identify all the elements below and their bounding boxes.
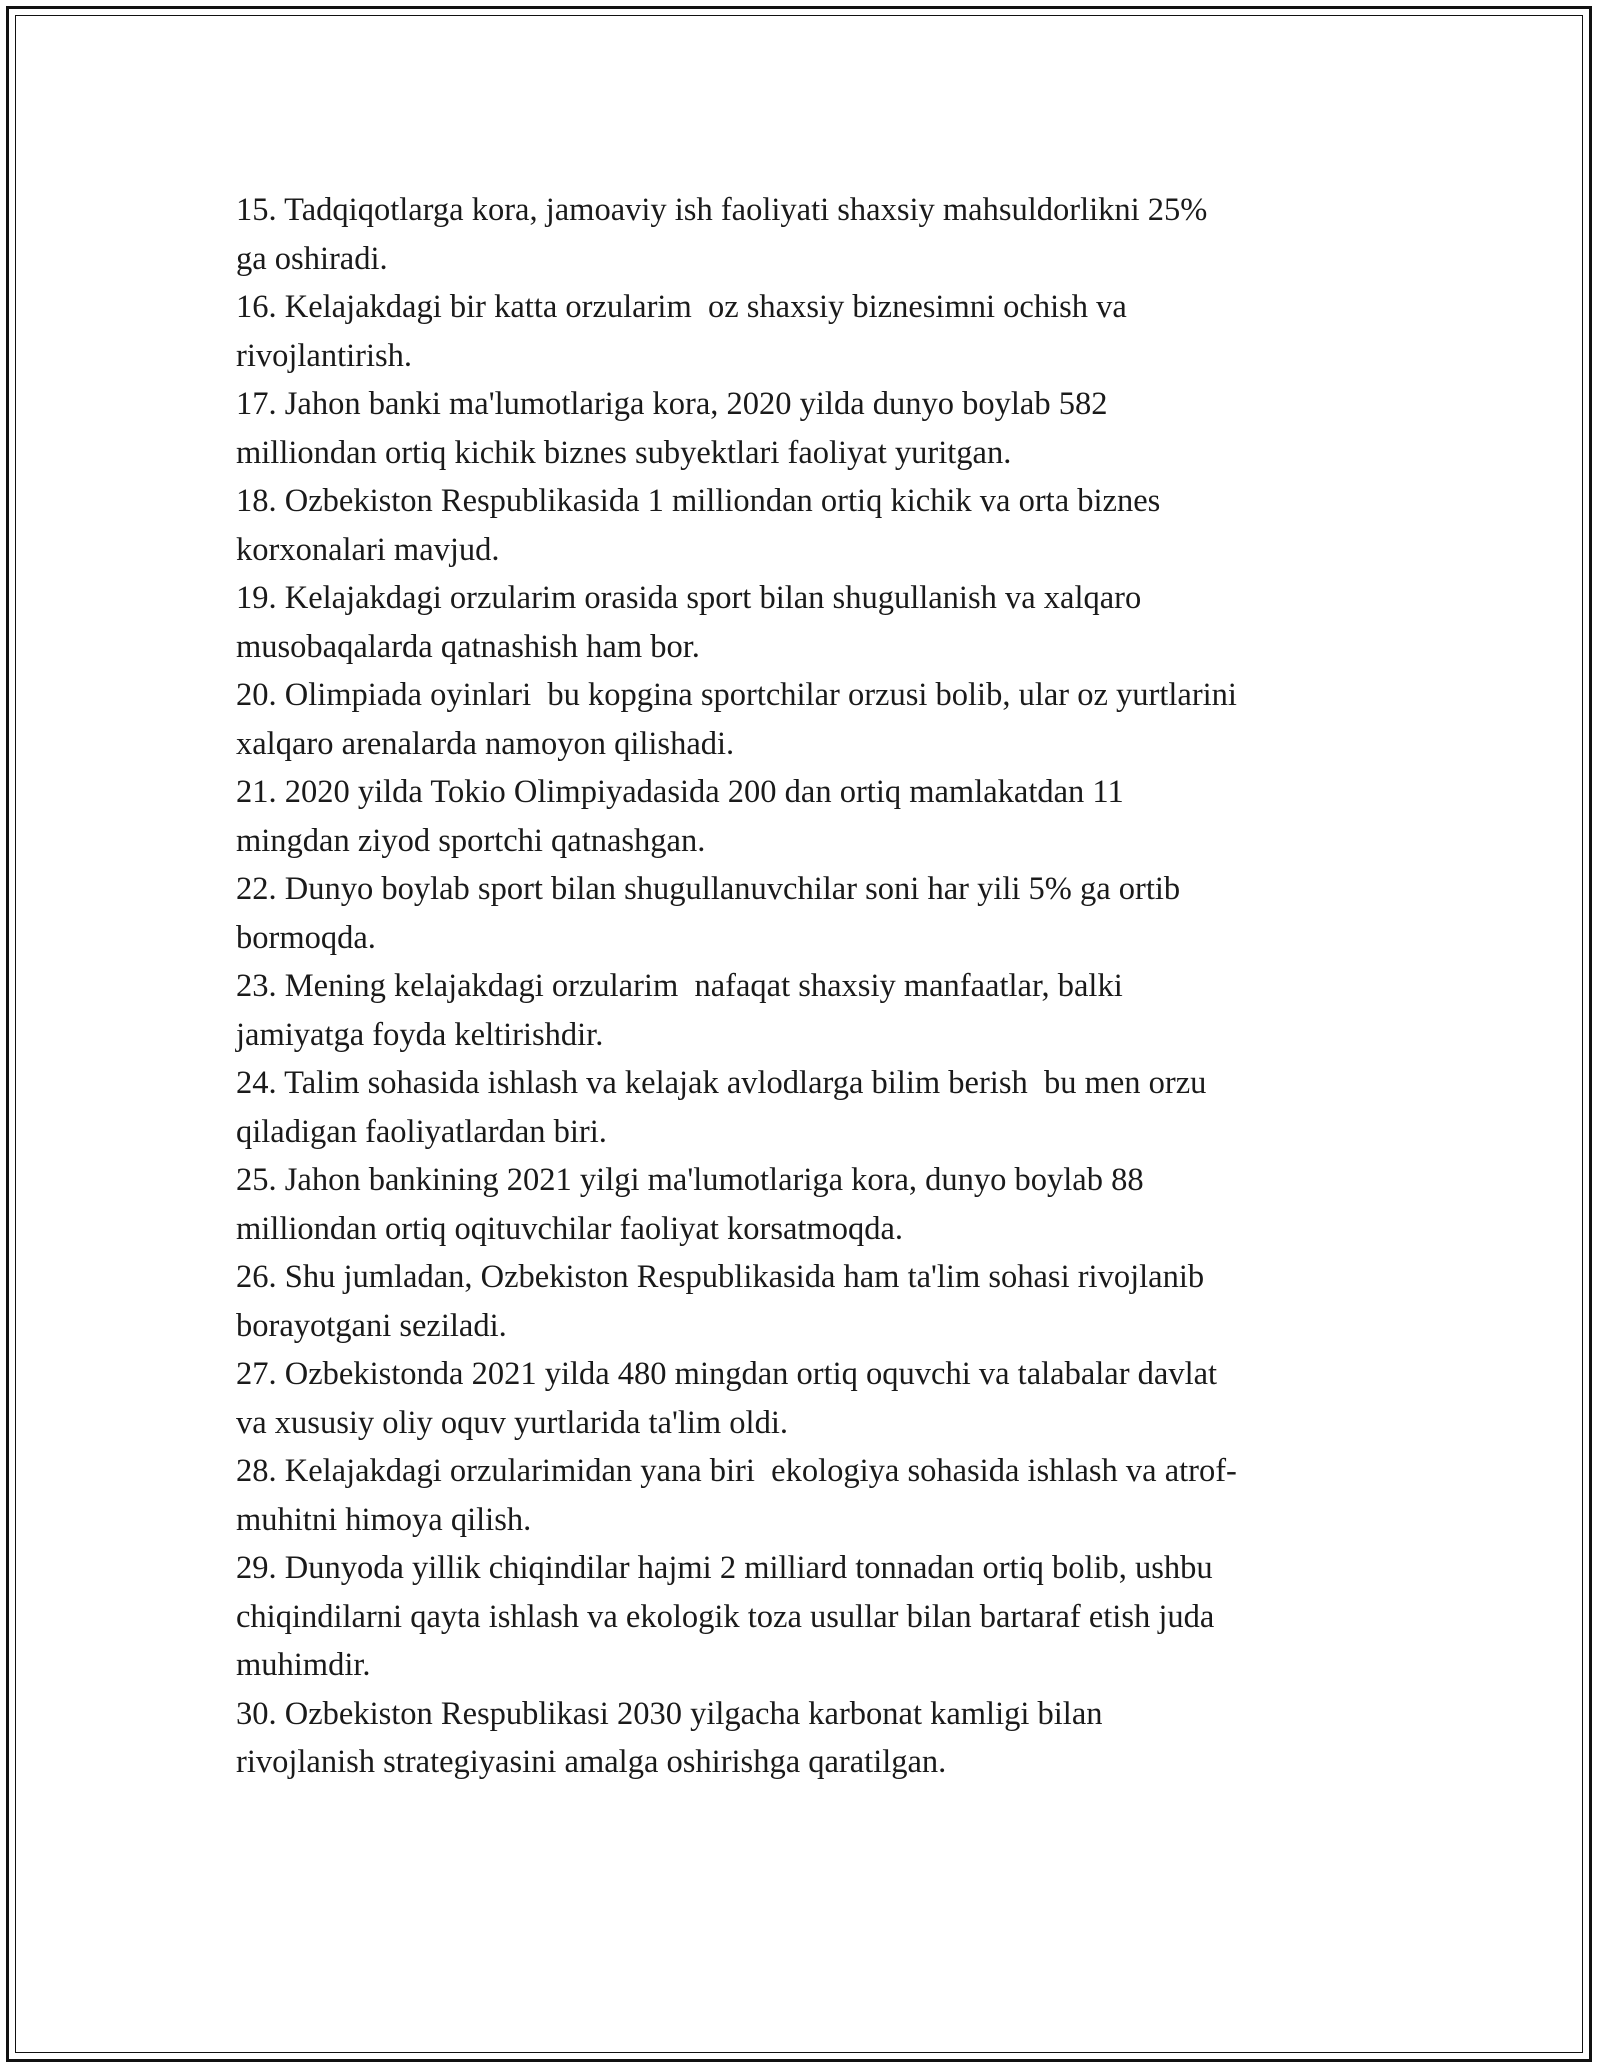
list-item-line: rivojlanish strategiyasini amalga oshirishga qaratilgan. bbox=[236, 1744, 947, 1780]
list-item-line: rivojlantirish. bbox=[236, 337, 413, 374]
list-item bbox=[236, 768, 1386, 865]
list-item-line: milliondan ortiq kichik biznes subyektlari faoliyat yuritgan. bbox=[236, 434, 1012, 471]
list-item-line: bormoqda. bbox=[236, 919, 376, 956]
list-item-line: 25. Jahon bankining 2021 yilgi ma'lumotlariga kora, dunyo boylab 88 bbox=[236, 1162, 1144, 1198]
list-item-line: 19. Kelajakdagi orzularim orasida sport bilan shugullanish va xalqaro bbox=[236, 580, 1142, 616]
list-item-line: 21. 2020 yilda Tokio Olimpiyadasida 200 dan ortiq mamlakatdan 11 bbox=[236, 774, 1124, 810]
list-item-line: muhitni himoya qilish. bbox=[236, 1501, 532, 1538]
list-item-line: xalqaro arenalarda namoyon qilishadi. bbox=[236, 725, 735, 762]
list-item-line: 22. Dunyo boylab sport bilan shugullanuvchilar soni har yili 5% ga ortib bbox=[236, 871, 1181, 907]
list-item-line: 24. Talim sohasida ishlash va kelajak avlodlarga bilim berish bu men orzu bbox=[236, 1065, 1207, 1101]
list-item-line: 23. Mening kelajakdagi orzularim nafaqat shaxsiy manfaatlar, balki bbox=[236, 968, 1123, 1004]
list-item-line: milliondan ortiq oqituvchilar faoliyat korsatmoqda. bbox=[236, 1210, 904, 1247]
list-item-line: mingdan ziyod sportchi qatnashgan. bbox=[236, 822, 706, 859]
list-item-line: borayotgani seziladi. bbox=[236, 1307, 507, 1344]
list-item bbox=[236, 1350, 1386, 1447]
list-item-line: 18. Ozbekiston Respublikasida 1 milliondan ortiq kichik va orta biznes bbox=[236, 483, 1161, 519]
list-item bbox=[236, 1059, 1386, 1156]
list-item bbox=[236, 1447, 1386, 1544]
list-item-line: qiladigan faoliyatlardan biri. bbox=[236, 1113, 607, 1150]
list-item-line: va xususiy oliy oquv yurtlarida ta'lim oldi. bbox=[236, 1404, 788, 1441]
list-item bbox=[236, 962, 1386, 1059]
list-item-line: musobaqalarda qatnashish ham bor. bbox=[236, 628, 700, 665]
list-item bbox=[236, 186, 1386, 283]
list-item bbox=[236, 1253, 1386, 1350]
list-item-line: 17. Jahon banki ma'lumotlariga kora, 2020 yilda dunyo boylab 582 bbox=[236, 386, 1108, 422]
list-item bbox=[236, 283, 1386, 380]
list-item-line: 15. Tadqiqotlarga kora, jamoaviy ish faoliyati shaxsiy mahsuldorlikni 25% bbox=[236, 192, 1208, 228]
list-item-line: 16. Kelajakdagi bir katta orzularim oz shaxsiy biznesimni ochish va bbox=[236, 289, 1127, 325]
list-item-line: korxonalari mavjud. bbox=[236, 531, 500, 568]
list-item bbox=[236, 1156, 1386, 1253]
list-item-line: 29. Dunyoda yillik chiqindilar hajmi 2 milliard tonnadan ortiq bolib, ushbu bbox=[236, 1550, 1213, 1586]
list-item-line: 30. Ozbekiston Respublikasi 2030 yilgacha karbonat kamligi bilan bbox=[236, 1695, 1103, 1732]
list-item-line: ga oshiradi. bbox=[236, 240, 388, 277]
list-item bbox=[236, 477, 1386, 574]
list-item-line: 26. Shu jumladan, Ozbekiston Respublikasida ham ta'lim sohasi rivojlanib bbox=[236, 1259, 1205, 1295]
list-item bbox=[236, 1544, 1386, 1690]
list-item-line: jamiyatga foyda keltirishdir. bbox=[236, 1016, 604, 1053]
list-item-line: 28. Kelajakdagi orzularimidan yana biri ekologiya sohasida ishlash va atrof- bbox=[236, 1453, 1237, 1489]
list-item-line: chiqindilarni qayta ishlash va ekologik toza usullar bilan bartaraf etish juda bbox=[236, 1598, 1215, 1635]
list-item bbox=[236, 671, 1386, 768]
list-item-line: 20. Olimpiada oyinlari bu kopgina sportchilar orzusi bolib, ular oz yurtlarini bbox=[236, 677, 1237, 713]
document-body bbox=[236, 186, 1386, 1787]
list-item bbox=[236, 865, 1386, 962]
list-item-line: 27. Ozbekistonda 2021 yilda 480 mingdan ortiq oquvchi va talabalar davlat bbox=[236, 1356, 1218, 1392]
list-item bbox=[236, 380, 1386, 477]
list-item bbox=[236, 574, 1386, 671]
list-item bbox=[236, 1690, 1386, 1787]
list-item-line: muhimdir. bbox=[236, 1647, 371, 1683]
